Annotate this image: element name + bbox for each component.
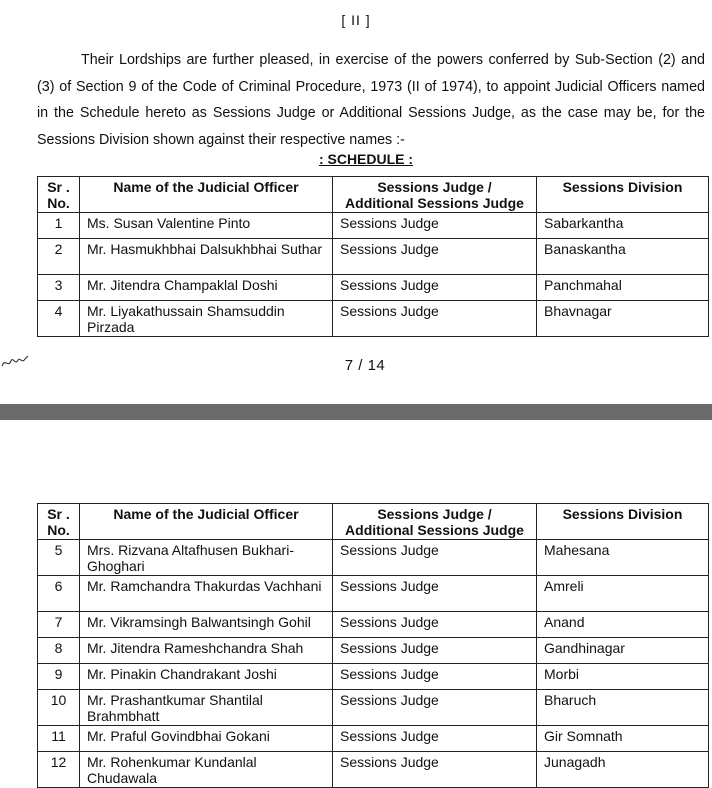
cell-judge: Sessions Judge <box>333 275 537 301</box>
cell-division: Sabarkantha <box>537 213 709 239</box>
table-header-row <box>38 504 709 540</box>
cell-name: Mr. Jitendra Champaklal Doshi <box>80 275 333 301</box>
cell-name: Ms. Susan Valentine Pinto <box>80 213 333 239</box>
cell-judge: Sessions Judge <box>333 213 537 239</box>
cell-judge: Sessions Judge <box>333 638 537 664</box>
table-row <box>38 664 709 690</box>
cell-name: Mr. Prashantkumar Shantilal Brahmbhatt <box>80 690 333 726</box>
header-judge-line2: Additional Sessions Judge <box>345 522 524 538</box>
header-judge-type <box>333 177 537 213</box>
cell-name: Mrs. Rizvana Altafhusen Bukhari-Ghoghari <box>80 540 333 576</box>
cell-judge: Sessions Judge <box>333 664 537 690</box>
table-row <box>38 540 709 576</box>
page-number: 7 / 14 <box>344 357 386 374</box>
cell-name: Mr. Praful Govindbhai Gokani <box>80 726 333 752</box>
cell-name: Mr. Ramchandra Thakurdas Vachhani <box>80 576 333 612</box>
cell-division: Mahesana <box>537 540 709 576</box>
table-row <box>38 275 709 301</box>
cell-division: Anand <box>537 612 709 638</box>
header-sr-line2: No. <box>47 195 70 211</box>
table-row <box>38 301 709 337</box>
header-judge-line1: Sessions Judge / <box>377 179 492 195</box>
cell-sr: 2 <box>38 239 80 275</box>
cell-sr: 8 <box>38 638 80 664</box>
document-page-bottom <box>0 420 712 786</box>
cell-division: Bhavnagar <box>537 301 709 337</box>
cell-division: Banaskantha <box>537 239 709 275</box>
cell-division: Morbi <box>537 664 709 690</box>
cell-division: Amreli <box>537 576 709 612</box>
schedule-table-top <box>37 176 709 337</box>
cell-sr: 1 <box>38 213 80 239</box>
header-judge-line2: Additional Sessions Judge <box>345 195 524 211</box>
table-row <box>38 752 709 788</box>
cell-judge: Sessions Judge <box>333 726 537 752</box>
cell-judge: Sessions Judge <box>333 239 537 275</box>
cell-name: Mr. Pinakin Chandrakant Joshi <box>80 664 333 690</box>
table-row <box>38 638 709 664</box>
cell-sr: 9 <box>38 664 80 690</box>
cell-sr: 4 <box>38 301 80 337</box>
cell-sr: 3 <box>38 275 80 301</box>
table-row <box>38 690 709 726</box>
schedule-heading: : SCHEDULE : <box>318 151 414 167</box>
cell-name: Mr. Rohenkumar Kundanlal Chudawala <box>80 752 333 788</box>
cell-sr: 7 <box>38 612 80 638</box>
page-separator <box>0 404 712 420</box>
header-sr-no <box>38 504 80 540</box>
table-row <box>38 213 709 239</box>
cell-sr: 10 <box>38 690 80 726</box>
cell-judge: Sessions Judge <box>333 752 537 788</box>
table-row <box>38 726 709 752</box>
cell-judge: Sessions Judge <box>333 576 537 612</box>
header-officer-name: Name of the Judicial Officer <box>80 504 333 540</box>
header-judge-type <box>333 504 537 540</box>
table-header-row <box>38 177 709 213</box>
intro-paragraph: Their Lordships are further pleased, in exercise of the powers conferred by Sub-Section (2) and (3) of Section 9 of the Code of Criminal Procedure, 1973 (II of 1974), to appoint Judicial Officers named in the Schedule hereto as Sessions Judge or Additional Sessions Judge, as the case may be, for the Sessions Division shown against their respective names :- <box>37 52 705 148</box>
header-sr-no <box>38 177 80 213</box>
cell-name: Mr. Liyakathussain Shamsuddin Pirzada <box>80 301 333 337</box>
cell-division: Gandhinagar <box>537 638 709 664</box>
cell-sr: 11 <box>38 726 80 752</box>
cell-division: Junagadh <box>537 752 709 788</box>
table-row <box>38 239 709 275</box>
cell-name: Mr. Vikramsingh Balwantsingh Gohil <box>80 612 333 638</box>
header-judge-line1: Sessions Judge / <box>377 506 492 522</box>
table-row <box>38 612 709 638</box>
header-division: Sessions Division <box>537 177 709 213</box>
cell-division: Panchmahal <box>537 275 709 301</box>
section-marker: [ II ] <box>341 12 371 28</box>
cell-sr: 6 <box>38 576 80 612</box>
cell-name: Mr. Jitendra Rameshchandra Shah <box>80 638 333 664</box>
header-officer-name: Name of the Judicial Officer <box>80 177 333 213</box>
schedule-table-bottom <box>37 503 709 788</box>
cell-judge: Sessions Judge <box>333 612 537 638</box>
cell-judge: Sessions Judge <box>333 540 537 576</box>
cell-judge: Sessions Judge <box>333 690 537 726</box>
header-sr-line1: Sr . <box>47 506 70 522</box>
header-sr-line1: Sr . <box>47 179 70 195</box>
cell-division: Bharuch <box>537 690 709 726</box>
header-division: Sessions Division <box>537 504 709 540</box>
table-row <box>38 576 709 612</box>
cell-sr: 5 <box>38 540 80 576</box>
cell-judge: Sessions Judge <box>333 301 537 337</box>
cell-name: Mr. Hasmukhbhai Dalsukhbhai Suthar <box>80 239 333 275</box>
cell-division: Gir Somnath <box>537 726 709 752</box>
cell-sr: 12 <box>38 752 80 788</box>
header-sr-line2: No. <box>47 522 70 538</box>
